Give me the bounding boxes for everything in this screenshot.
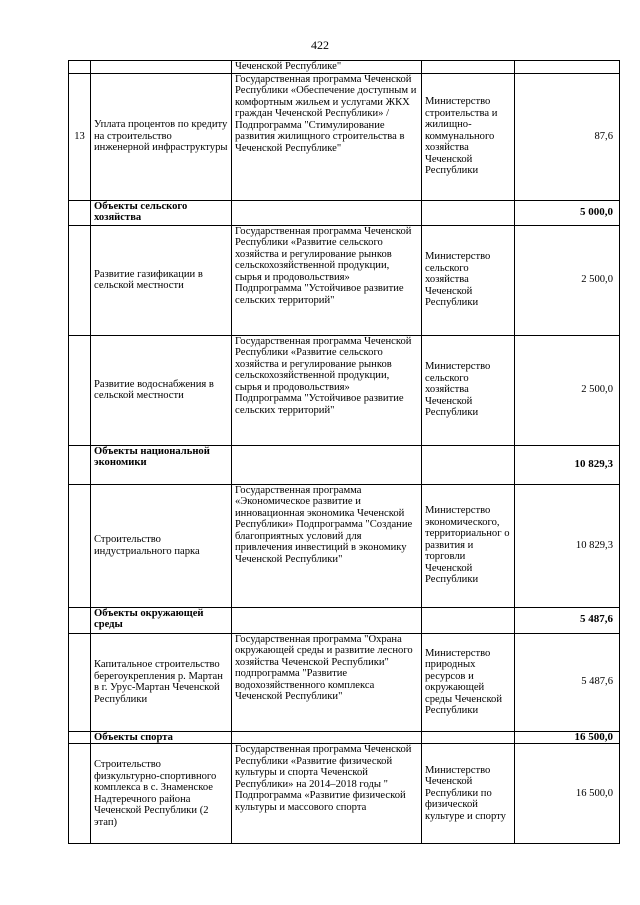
object-name: Развитие газификации в сельской местности bbox=[91, 225, 232, 335]
table-row bbox=[69, 225, 620, 335]
section-header-row bbox=[69, 200, 620, 225]
table-row bbox=[69, 484, 620, 607]
program-name: Государственная программа Чеченской Республики «Развитие сельского хозяйства и регулирование рынков сельскохозяйственной продукции, сырья и продовольствия» Подпрограмма "Устойчивое развитие сельских территорий" bbox=[232, 225, 422, 335]
section-header-row bbox=[69, 731, 620, 744]
section-title: Объекты сельского хозяйства bbox=[91, 200, 232, 225]
ministry-name: Министерство строительства и жилищно-коммунального хозяйства Чеченской Республики bbox=[422, 73, 515, 200]
table-row bbox=[69, 335, 620, 445]
program-name: Государственная программа Чеченской Республики «Обеспечение доступным и комфортным жильем и услугами ЖКХ граждан Чеченской Республики» / Подпрограмма "Стимулирование развития жилищного строительства в Чеченской Республике" bbox=[232, 73, 422, 200]
budget-table bbox=[68, 60, 620, 844]
object-name: Строительство физкультурно-спортивного комплекса в с. Знаменское Надтеречного района Чеченской Республики (2 этап) bbox=[91, 744, 232, 844]
amount: 87,6 bbox=[515, 73, 620, 200]
amount: 5 487,6 bbox=[515, 633, 620, 731]
table-row bbox=[69, 61, 620, 74]
row-number bbox=[69, 633, 91, 731]
section-header-row bbox=[69, 445, 620, 484]
program-name: Государственная программа "Охрана окружающей среды и развитие лесного хозяйства Чеченской Республики" подпрограмма "Развитие водохозяйственного комплекса Чеченской Республики" bbox=[232, 633, 422, 731]
section-total: 5 000,0 bbox=[515, 200, 620, 225]
section-total: 5 487,6 bbox=[515, 607, 620, 633]
amount: 16 500,0 bbox=[515, 744, 620, 844]
program-name: Государственная программа «Экономическое развитие и инновационная экономика Чеченской Республики» Подпрограмма "Создание благоприятных условий для привлечения инвестиций в экономику Чеченской Республики" bbox=[232, 484, 422, 607]
section-title: Объекты национальной экономики bbox=[91, 445, 232, 484]
object-name: Капитальное строительство берегоукрепления р. Мартан в г. Урус-Мартан Чеченской Республики bbox=[91, 633, 232, 731]
page-number: 422 bbox=[311, 38, 329, 52]
row-number bbox=[69, 335, 91, 445]
amount: 2 500,0 bbox=[515, 335, 620, 445]
ministry-name: Министерство сельского хозяйства Чеченской Республики bbox=[422, 225, 515, 335]
table-row bbox=[69, 73, 620, 200]
object-name: Уплата процентов по кредиту на строительство инженерной инфраструктуры bbox=[91, 73, 232, 200]
ministry-name: Министерство сельского хозяйства Чеченской Республики bbox=[422, 335, 515, 445]
section-total: 10 829,3 bbox=[515, 445, 620, 484]
section-header-row bbox=[69, 607, 620, 633]
program-name: Чеченской Республике" bbox=[232, 61, 422, 74]
table-row bbox=[69, 744, 620, 844]
ministry-name: Министерство экономического, территориальног о развития и торговли Чеченской Республики bbox=[422, 484, 515, 607]
program-name: Государственная программа Чеченской Республики «Развитие сельского хозяйства и регулирование рынков сельскохозяйственной продукции, сырья и продовольствия» Подпрограмма "Устойчивое развитие сельских территорий" bbox=[232, 335, 422, 445]
amount: 10 829,3 bbox=[515, 484, 620, 607]
object-name: Развитие водоснабжения в сельской местности bbox=[91, 335, 232, 445]
ministry-name: Министерство природных ресурсов и окружающей среды Чеченской Республики bbox=[422, 633, 515, 731]
amount bbox=[515, 61, 620, 74]
row-number bbox=[69, 484, 91, 607]
section-title: Объекты окружающей среды bbox=[91, 607, 232, 633]
ministry-name bbox=[422, 61, 515, 74]
row-number: 13 bbox=[69, 73, 91, 200]
section-total: 16 500,0 bbox=[515, 731, 620, 744]
row-number bbox=[69, 61, 91, 74]
amount: 2 500,0 bbox=[515, 225, 620, 335]
ministry-name: Министерство Чеченской Республики по физической культуре и спорту bbox=[422, 744, 515, 844]
table-row bbox=[69, 633, 620, 731]
program-name: Государственная программа Чеченской Республики «Развитие физической культуры и спорта Чеченской Республики» на 2014–2018 годы " Подпрограмма «Развитие физической культуры и массового спорта bbox=[232, 744, 422, 844]
section-title: Объекты спорта bbox=[91, 731, 232, 744]
object-name: Строительство индустриального парка bbox=[91, 484, 232, 607]
object-name bbox=[91, 61, 232, 74]
row-number bbox=[69, 744, 91, 844]
row-number bbox=[69, 225, 91, 335]
